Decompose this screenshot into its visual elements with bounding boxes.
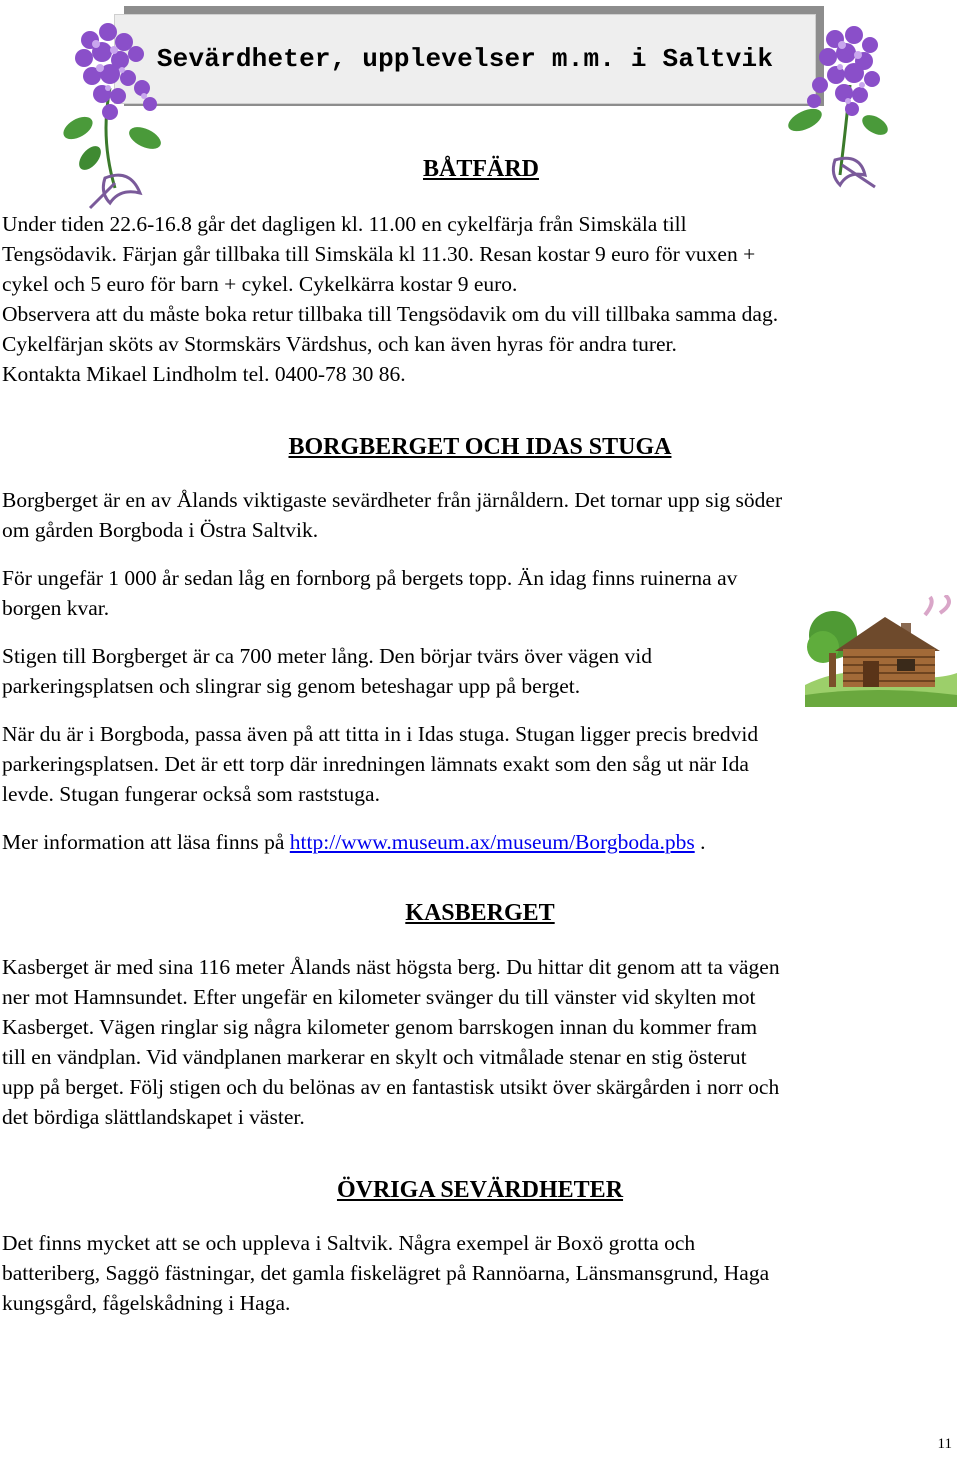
text-line: Stigen till Borgberget är ca 700 meter lång. Den börjar tvärs över vägen vid [2,644,652,668]
log-cabin-icon [805,595,957,707]
text-line: batteriberg, Saggö fästningar, det gamla fiskelägret på Rannöarna, Länsmansgrund, Haga [2,1261,770,1285]
text-line: det bördiga slättlandskapet i väster. [2,1105,305,1129]
text-line: Observera att du måste boka retur tillbaka till Tengsödavik om du vill tillbaka samma dag. [2,302,779,326]
text-line: parkeringsplatsen. Det är ett torp där inredningen lämnats exakt som den såg ut när Ida [2,752,749,776]
section-heading-ovriga: ÖVRIGA SEVÄRDHETER [336,1177,624,1203]
batfard-text [2,209,957,389]
text-line: levde. Stugan fungerar också som raststuga. [2,782,380,806]
text-line: Kasberget är med sina 116 meter Ålands näst högsta berg. Du hittar dit genom att ta vägen [2,955,780,979]
text-line: Tengsödavik. Färjan går tillbaka till Simskäla kl 11.30. Resan kostar 9 euro för vuxen + [2,242,756,266]
section-heading-borgberget: BORGBERGET OCH IDAS STUGA [288,434,672,460]
page-number: 11 [937,1436,952,1452]
text-line: När du är i Borgboda, passa även på att titta in i Idas stuga. Stugan ligger precis bredvid [2,722,759,746]
text-line: cykel och 5 euro för barn + cykel. Cykelkärra kostar 9 euro. [2,272,518,296]
borgberget-p3 [2,641,792,701]
borgberget-p1 [2,485,957,545]
section-heading-kasberget: KASBERGET [405,900,555,926]
text-line: Kontakta Mikael Lindholm tel. 0400-78 30 86. [2,362,406,386]
borgberget-p4 [2,719,957,809]
text-line: Under tiden 22.6-16.8 går det dagligen kl. 11.00 en cykelfärja från Simskäla till [2,212,687,236]
text-line: parkeringsplatsen och slingrar sig genom beteshagar upp på berget. [2,674,581,698]
text-line: till en vändplan. Vid vändplanen markerar en skylt och vitmålade stenar en stig österut [2,1045,747,1069]
more-info-suffix: . [694,830,706,854]
section-heading-batfard: BÅTFÄRD [422,156,539,182]
page-title: Sevärdheter, upplevelser m.m. i Saltvik [156,44,774,74]
more-info-prefix: Mer information att läsa finns på [2,830,290,854]
museum-link[interactable]: http://www.museum.ax/museum/Borgboda.pbs [289,830,695,854]
ovriga-text [2,1228,957,1318]
text-line: om gården Borgboda i Östra Saltvik. [2,518,319,542]
kasberget-text [2,952,957,1132]
text-line: För ungefär 1 000 år sedan låg en fornborg på bergets topp. Än idag finns ruinerna av [2,566,738,590]
text-line: borgen kvar. [2,596,110,620]
header-banner [114,14,816,104]
text-line: Borgberget är en av Ålands viktigaste sevärdheter från järnåldern. Det tornar upp sig söder [2,488,783,512]
text-line: kungsgård, fågelskådning i Haga. [2,1291,291,1315]
text-line: Kasberget. Vägen ringlar sig några kilometer genom barrskogen innan du kommer fram [2,1015,758,1039]
text-line: upp på berget. Följ stigen och du belönas av en fantastisk utsikt över skärgården i norr och [2,1075,780,1099]
text-line: Cykelfärjan sköts av Stormskärs Värdshus, och kan även hyras för andra turer. [2,332,677,356]
more-info-line [2,827,957,857]
lilac-flower-left-icon [60,18,180,213]
text-line: ner mot Hamnsundet. Efter ungefär en kilometer svänger du till vänster vid skylten mot [2,985,756,1009]
text-line: Det finns mycket att se och uppleva i Saltvik. Några exempel är Boxö grotta och [2,1231,696,1255]
